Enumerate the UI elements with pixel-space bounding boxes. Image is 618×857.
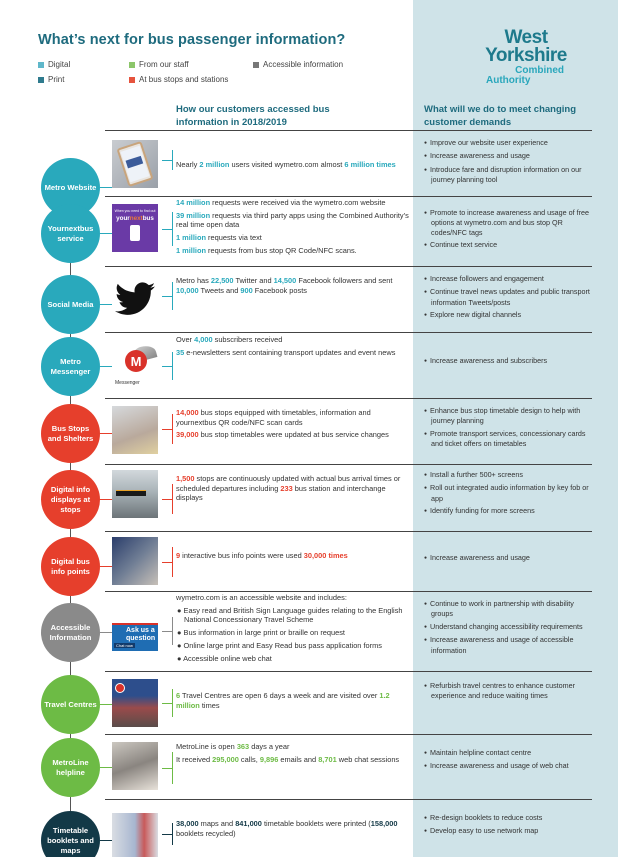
planned-actions: [424, 553, 594, 566]
action-item: ● Maintain helpline contact centre: [424, 748, 594, 758]
legend-item-staff: [129, 60, 189, 69]
channel-stats: [176, 474, 412, 506]
page-title: What’s next for bus passenger information?: [38, 32, 346, 48]
bracket-connector: [162, 414, 174, 444]
stat-text: MetroLine is open: [176, 742, 237, 751]
display-board-image: [112, 470, 158, 518]
connector-line: [100, 187, 112, 188]
action-item: ● Promote to increase awareness and usage of free options at wymetro.com and bus stop QR codes/NFC tags: [424, 208, 594, 237]
stat-text: stops are continuously updated with actual bus arrival times or scheduled departures including: [176, 474, 401, 493]
highlight-figure: 14,000: [176, 408, 199, 417]
highlight-figure: 14 million: [176, 198, 211, 207]
category-circle-digital-bus-info-points: Digital bus info points: [41, 537, 100, 596]
bracket-connector: [162, 352, 174, 380]
highlight-figure: 39,000: [176, 430, 199, 440]
planned-actions: [424, 138, 594, 188]
stat-text: e-newsletters sent containing transport updates and event news: [184, 347, 396, 357]
bracket-connector: [162, 484, 174, 514]
stat-paragraph: [176, 246, 412, 256]
planned-actions: [424, 681, 594, 704]
stat-paragraph: [176, 348, 412, 358]
stat-paragraph: [176, 551, 412, 561]
connector-line: [100, 499, 112, 500]
action-item: ● Improve our website user experience: [424, 138, 594, 148]
stat-paragraph: [176, 276, 412, 295]
legend-item-digital: [38, 60, 70, 69]
action-item: ● Continue to work in partnership with disability groups: [424, 599, 594, 619]
action-item: ● Install a further 500+ screens: [424, 470, 594, 480]
channel-stats: [176, 691, 412, 713]
stat-text: users visited wymetro.com almost: [229, 160, 345, 169]
channel-stats: [176, 335, 412, 361]
category-circle-metro-website: Metro Website: [41, 158, 100, 217]
bracket-connector: [162, 150, 174, 170]
highlight-figure: 38,000: [176, 819, 199, 828]
stat-text: Nearly: [176, 160, 200, 169]
highlight-figure: 363: [236, 742, 250, 751]
highlight-figure: 295,000: [212, 754, 239, 764]
column-heading-left: How our customers accessed bus information in 2018/2019: [176, 104, 330, 128]
action-item: ● Enhance bus stop timetable design to help with journey planning: [424, 406, 594, 426]
messenger-logo: M Messenger: [112, 340, 158, 388]
stat-bullet: ● Bus information in large print or braille on request: [177, 628, 345, 638]
connector-line: [100, 304, 112, 305]
highlight-figure: 8,701: [318, 754, 337, 764]
stat-paragraph: [176, 408, 412, 427]
row-divider: [105, 799, 592, 800]
bracket-connector: [162, 752, 174, 784]
kiosk-image: [112, 537, 158, 585]
stat-bullet: ● Online large print and Easy Read bus pass application forms: [177, 640, 382, 650]
booklets-image: [112, 813, 158, 857]
highlight-figure: 35: [176, 347, 185, 357]
bracket-connector: [162, 282, 174, 310]
stat-text: Facebook posts: [252, 285, 307, 295]
row-divider: [105, 591, 592, 592]
stat-text: days a year: [249, 742, 290, 751]
action-item: ● Continue travel news updates and public transport information Tweets/posts: [424, 287, 594, 307]
connector-line: [100, 433, 112, 434]
highlight-figure: 1.2 million: [176, 691, 390, 710]
row-divider: [105, 464, 592, 465]
category-circle-yournextbus-service: Yournextbus service: [41, 204, 100, 263]
row-divider: [105, 398, 592, 399]
stat-text: web chat sessions: [336, 754, 400, 764]
stat-paragraph: [176, 160, 412, 170]
stat-text: Tweets and: [198, 285, 241, 295]
action-item: ● Increase followers and engagement: [424, 274, 594, 284]
connector-line: [100, 840, 112, 841]
action-item: ● Identify funding for more screens: [424, 506, 594, 516]
legend-swatch-icon: [129, 62, 135, 68]
planned-actions: [424, 599, 594, 658]
connector-line: [100, 233, 112, 234]
highlight-figure: 841,000: [235, 819, 262, 828]
connector-line: [100, 566, 112, 567]
highlight-figure: 6: [176, 691, 181, 700]
stat-text: bus stop timetables were updated at bus service changes: [198, 430, 389, 440]
channel-stats: [176, 819, 412, 841]
stat-text: maps and: [198, 819, 236, 828]
highlight-figure: 2 million: [199, 160, 230, 169]
legend-label: Accessible information: [263, 60, 344, 69]
highlight-figure: 9: [176, 551, 181, 560]
row-divider: [105, 332, 592, 333]
action-item: ● Increase awareness and usage: [424, 151, 594, 161]
row-digital-info-displays-at-stops: [0, 464, 618, 531]
highlight-figure: 30,000 times: [303, 551, 348, 560]
category-circle-accessible-information: Accessible Information: [41, 603, 100, 662]
category-circle-social-media: Social Media: [41, 275, 100, 334]
legend-swatch-icon: [38, 62, 44, 68]
ask-us-image: Ask us a question Chat now: [112, 613, 158, 661]
row-digital-bus-info-points: [0, 531, 618, 591]
highlight-figure: 9,896: [259, 754, 279, 764]
bracket-connector: [162, 689, 174, 717]
stat-text: requests were received via the wymetro.com website: [210, 198, 386, 207]
stat-intro: wymetro.com is an accessible website and includes:: [176, 593, 347, 602]
action-item: ● Increase awareness and usage of web chat: [424, 761, 594, 771]
row-metroline-helpline: [0, 734, 618, 799]
category-circle-metro-messenger: Metro Messenger: [41, 337, 100, 396]
stat-bullet: ● Easy read and British Sign Language guides relating to the English National Concessionary Travel Scheme: [177, 605, 403, 625]
yournextbus-image: When you need to find out yournextbus: [112, 204, 158, 252]
column-heading-right: What will we do to meet changing customer demands: [424, 104, 577, 128]
highlight-figure: 10,000: [176, 285, 199, 295]
row-divider: [105, 266, 592, 267]
action-item: ● Continue text service: [424, 240, 594, 250]
stat-text: It received: [176, 754, 213, 764]
row-metro-messenger: [0, 332, 618, 398]
legend-item-accessible: [253, 60, 343, 69]
stat-paragraph: [176, 198, 412, 208]
legend-swatch-icon: [129, 77, 135, 83]
action-item: ● Understand changing accessibility requirements: [424, 622, 594, 632]
highlight-figure: 39 million: [176, 210, 211, 220]
bracket-connector: [162, 547, 174, 577]
category-circle-digital-info-displays-at-stops: Digital info displays at stops: [41, 470, 100, 529]
stat-paragraph: [176, 742, 412, 752]
row-timetable-booklets-and-maps: [0, 799, 618, 857]
category-circle-metroline-helpline: MetroLine helpline: [41, 738, 100, 797]
bracket-connector: [162, 617, 174, 645]
connector-line: [100, 767, 112, 768]
highlight-figure: 4,000: [194, 335, 213, 344]
legend-label: From our staff: [139, 60, 189, 69]
twitter-bird-icon: [115, 282, 155, 316]
legend-label: Print: [48, 75, 65, 84]
stat-text: timetable booklets were printed (: [261, 819, 371, 828]
highlight-figure: 900: [240, 285, 253, 295]
row-accessible-information: [0, 591, 618, 671]
stat-bullet: ● Accessible online web chat: [177, 653, 272, 663]
category-circle-timetable-booklets-and-maps: Timetable booklets and maps: [41, 811, 100, 857]
row-divider: [105, 671, 592, 672]
stat-text: Travel Centres are open 6 days a week and are visited over: [180, 691, 380, 700]
stat-text: bus station and interchange displays: [176, 483, 386, 503]
channel-stats: [176, 551, 412, 564]
action-item: ● Increase awareness and usage: [424, 553, 594, 563]
twitter-bird: [112, 275, 158, 323]
row-yournextbus-service: [0, 196, 618, 266]
planned-actions: [424, 748, 594, 775]
planned-actions: [424, 470, 594, 520]
legend-swatch-icon: [38, 77, 44, 83]
connector-line: [100, 366, 112, 367]
stat-text: Over: [176, 335, 195, 344]
row-metro-website: [0, 130, 618, 196]
action-item: ● Increase awareness and subscribers: [424, 356, 594, 366]
bracket-connector: [162, 823, 174, 845]
planned-actions: [424, 406, 594, 452]
connector-line: [100, 632, 112, 633]
highlight-figure: 6 million times: [344, 160, 396, 169]
stat-text: bus stops equipped with timetables, information and yournextbus QR code/NFC scan cards: [176, 408, 371, 427]
highlight-figure: 14,500: [273, 276, 297, 285]
stat-text: Facebook followers and sent: [296, 276, 393, 285]
row-divider: [105, 734, 592, 735]
row-divider: [105, 130, 592, 131]
action-item: ● Increase awareness and usage of accessible information: [424, 635, 594, 655]
channel-stats: [176, 276, 412, 298]
stat-text: subscribers received: [212, 335, 283, 344]
stat-paragraph: [176, 211, 412, 230]
channel-stats: [176, 593, 412, 667]
stat-text: Metro has: [176, 276, 211, 285]
action-item: ● Introduce fare and disruption information on our journey planning tool: [424, 165, 594, 185]
row-social-media: [0, 266, 618, 332]
highlight-figure: 158,000: [370, 819, 398, 828]
action-item: ● Develop easy to use network map: [424, 826, 594, 836]
highlight-figure: 1 million: [176, 233, 206, 243]
stat-text: calls,: [238, 754, 260, 764]
legend-label: At bus stops and stations: [139, 75, 229, 84]
stat-text: booklets recycled): [176, 828, 236, 838]
highlight-figure: 22,500: [210, 276, 234, 285]
highlight-figure: 233: [280, 483, 293, 493]
stat-text: requests via text: [205, 233, 262, 243]
stat-paragraph: [176, 755, 412, 765]
wyca-logo: West Yorkshire Combined Authority: [485, 27, 567, 86]
action-item: ● Roll out integrated audio information by key fob or app: [424, 483, 594, 503]
travel-centre-image: [112, 679, 158, 727]
stat-text: times: [199, 700, 220, 710]
stat-paragraph: [176, 430, 412, 440]
row-travel-centres: [0, 671, 618, 734]
action-item: ● Explore new digital channels: [424, 310, 594, 320]
stat-text: interactive bus info points were used: [180, 551, 304, 560]
legend-item-stops: [129, 75, 228, 84]
highlight-figure: 1 million: [176, 245, 206, 255]
planned-actions: [424, 813, 594, 840]
bracket-connector: [162, 212, 174, 246]
stat-text: requests from bus stop QR Code/NFC scans.: [205, 245, 357, 255]
stat-text: requests via third party apps using the Combined Authority’s real time open data: [176, 210, 409, 230]
planned-actions: [424, 274, 594, 324]
channel-stats: [176, 742, 412, 768]
channel-stats: [176, 198, 412, 259]
legend-swatch-icon: [253, 62, 259, 68]
stat-paragraph: [176, 691, 412, 710]
action-item: ● Refurbish travel centres to enhance customer experience and reduce waiting times: [424, 681, 594, 701]
legend-label: Digital: [48, 60, 71, 69]
phone-image: [112, 140, 158, 188]
legend-item-print: [38, 75, 64, 84]
stat-paragraph: [176, 335, 412, 345]
call-centre-image: [112, 742, 158, 790]
row-divider: [105, 531, 592, 532]
bus-stop-image: [112, 406, 158, 454]
highlight-figure: 1,500: [176, 474, 195, 483]
row-divider: [105, 196, 592, 197]
stat-text: Twitter and: [233, 276, 274, 285]
row-bus-stops-and-shelters: [0, 398, 618, 464]
category-circle-travel-centres: Travel Centres: [41, 675, 100, 734]
stat-paragraph: [176, 233, 412, 243]
channel-stats: [176, 408, 412, 443]
stat-text: emails and: [278, 754, 319, 764]
planned-actions: [424, 208, 594, 254]
category-circle-bus-stops-and-shelters: Bus Stops and Shelters: [41, 404, 100, 463]
stat-paragraph: [176, 819, 412, 838]
action-item: ● Re-design booklets to reduce costs: [424, 813, 594, 823]
connector-line: [100, 704, 112, 705]
planned-actions: [424, 356, 594, 369]
stat-paragraph: [176, 474, 412, 503]
action-item: ● Promote transport services, concessionary cards and ticket offers on timetables: [424, 429, 594, 449]
channel-stats: [176, 160, 412, 173]
